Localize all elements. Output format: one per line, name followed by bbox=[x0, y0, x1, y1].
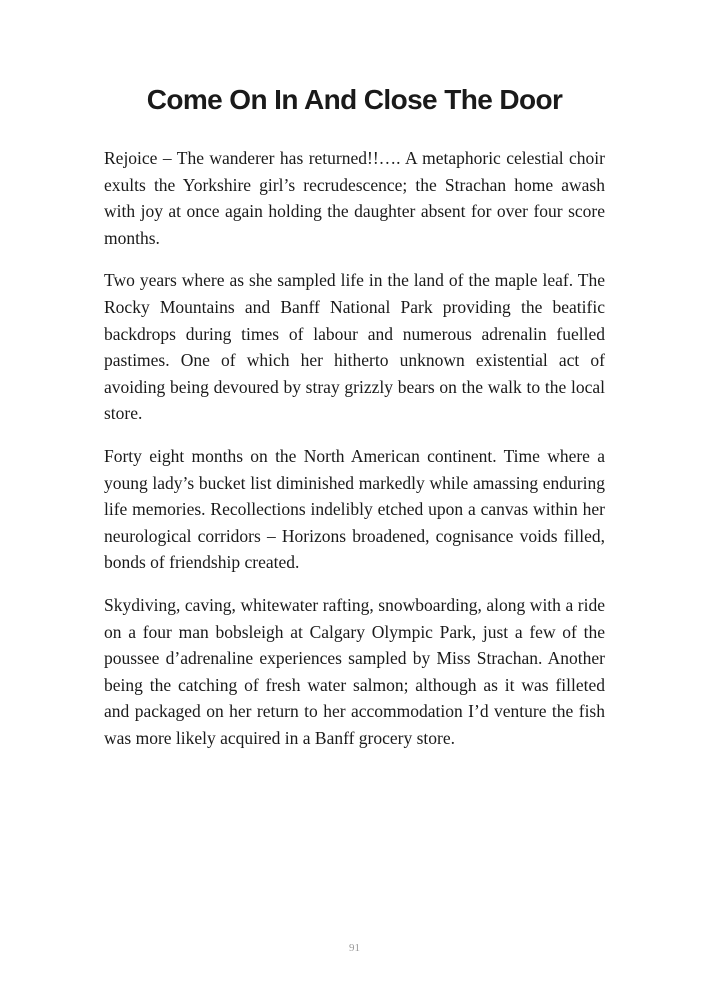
paragraph-3: Forty eight months on the North American continent. Time where a young lady’s bucket list diminished markedly while amassing enduring life memories. Recollections indelibly etched upon a canvas within her neurological corridors – Horizons broadened, cognisance voids filled, bonds of friendship created. bbox=[104, 445, 605, 573]
body-text bbox=[104, 145, 605, 767]
page-title: Come On In And Close The Door bbox=[146, 84, 563, 115]
page-number: 91 bbox=[349, 942, 360, 954]
paragraph-2: Two years where as she sampled life in the land of the maple leaf. The Rocky Mountains and Banff National Park providing the beatific backdrops during times of labour and numerous adrenalin fuelled pastimes. One of which her hitherto unknown existential act of avoiding being devoured by stray grizzly bears on the walk to the local store. bbox=[104, 270, 605, 424]
paragraph-4: Skydiving, caving, whitewater rafting, snowboarding, along with a ride on a four man bobsleigh at Calgary Olympic Park, just a few of the poussee d’adrenaline experiences sampled by Miss Strachan. Another being the catching of fresh water salmon; although as it was filleted and packaged on her return to her accommodation I’d venture the fish was more likely acquired in a Banff grocery store. bbox=[104, 594, 605, 748]
paragraph-1: Rejoice – The wanderer has returned!!…. A metaphoric celestial choir exults the Yorkshire girl’s recrudescence; the Strachan home awash with joy at once again holding the daughter absent for over four score months. bbox=[104, 148, 605, 248]
